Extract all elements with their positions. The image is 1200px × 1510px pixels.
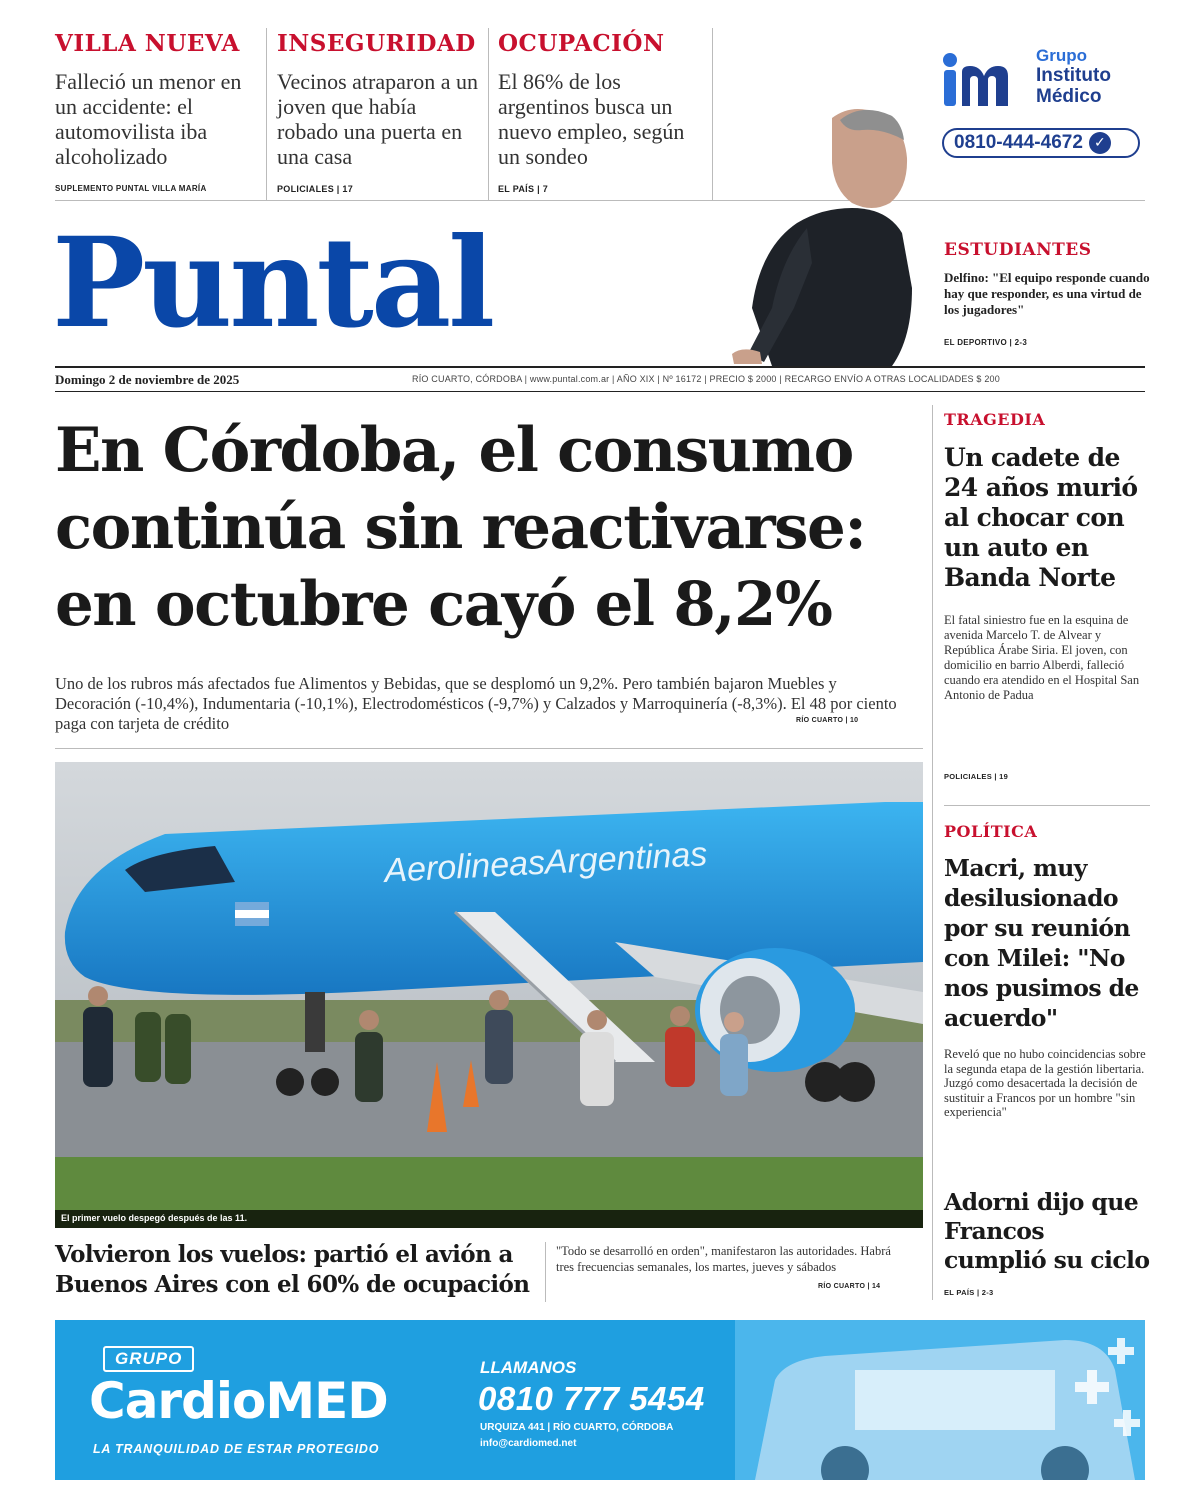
teaser-kicker: INSEGURIDAD bbox=[277, 30, 476, 57]
ad-call-label: LLAMANOS bbox=[480, 1358, 577, 1377]
teaser-ref: SUPLEMENTO PUNTAL VILLA MARÍA bbox=[55, 184, 207, 193]
teaser-kicker: VILLA NUEVA bbox=[55, 30, 240, 57]
adorni-headline: Adorni dijo que Francos cumplió su ciclo bbox=[944, 1188, 1150, 1274]
politics-kicker: POLÍTICA bbox=[944, 822, 1038, 841]
main-story-rule bbox=[55, 748, 923, 749]
masthead-rule-bottom bbox=[55, 391, 1145, 392]
politics-body: Reveló que no hubo coincidencias sobre la segunda etapa de la gestión libertaria. Juzgó como desacertada la decisión de sustituir a Francos por un hombre "sin experiencia" bbox=[944, 1047, 1146, 1119]
ad-phone-number[interactable]: 0810 777 5454 bbox=[478, 1380, 705, 1417]
top-strip-rule bbox=[55, 200, 1145, 201]
tragedy-kicker: TRAGEDIA bbox=[944, 410, 1046, 429]
tragedy-ref: POLICIALES | 19 bbox=[944, 772, 1009, 781]
top-teaser-2[interactable] bbox=[277, 30, 482, 200]
ambulance-illustration bbox=[735, 1320, 1145, 1480]
main-deck: Uno de los rubros más afectados fue Alimentos y Bebidas, que se desplomó un 9,2%. Pero también bajaron Muebles y Decoración (-10,4%), Indumentaria (-10,1%), Electrodomésticos (-9,7%) y Calzados y Marroquinería (-8,3%). El 48 por ciento paga con tarjeta de crédito bbox=[55, 674, 897, 733]
fuselage-livery: AerolineasArgentinas bbox=[383, 835, 709, 890]
teaser-kicker: OCUPACIÓN bbox=[498, 30, 665, 57]
teaser-text: Vecinos atraparon a un joven que había robado una puerta en una casa bbox=[277, 69, 478, 169]
masthead-rule-top bbox=[55, 366, 1145, 368]
top-teaser-1[interactable] bbox=[55, 30, 255, 200]
right-column-divider bbox=[932, 405, 933, 1300]
flights-summary: "Todo se desarrolló en orden", manifestaron las autoridades. Habrá tres frecuencias semanales, los martes, jueves y sábados bbox=[556, 1244, 891, 1274]
top-teaser-3[interactable] bbox=[498, 30, 703, 200]
instituto-medico-ad[interactable] bbox=[940, 40, 1150, 165]
cardiomed-ad[interactable] bbox=[55, 1320, 1145, 1480]
tragedy-body: El fatal siniestro fue en la esquina de avenida Marcelo T. de Alvear y República Árabe Siria. El joven, con domicilio en barrio Alberdi, falleció cuando era atendido en el Hospital San Antonio de Padua bbox=[944, 613, 1140, 702]
teaser-text: El 86% de los argentinos busca un nuevo empleo, según un sondeo bbox=[498, 69, 685, 169]
teaser-text: Delfino: "El equipo responde cuando hay que responder, es una virtud de los jugadores" bbox=[944, 270, 1150, 317]
ad-group-tag: GRUPO bbox=[103, 1346, 194, 1372]
ad-tagline: LA TRANQUILIDAD DE ESTAR PROTEGIDO bbox=[93, 1442, 380, 1456]
issue-meta: RÍO CUARTO, CÓRDOBA | www.puntal.com.ar | AÑO XIX | Nº 16172 | PRECIO $ 2000 | RECARGO ENVÍO A OTRAS LOCALIDADES $ 200 bbox=[412, 374, 1000, 384]
photo-caption: El primer vuelo despegó después de las 11. bbox=[55, 1210, 923, 1228]
main-ref: RÍO CUARTO | 10 bbox=[796, 717, 859, 724]
divider bbox=[545, 1242, 546, 1302]
teaser-kicker: ESTUDIANTES bbox=[944, 240, 1092, 260]
teaser-text: Falleció un menor en un accidente: el automovilista iba alcoholizado bbox=[55, 69, 242, 169]
masthead-logo[interactable]: Puntal bbox=[52, 211, 493, 356]
flights-headline[interactable]: Volvieron los vuelos: partió el avión a Buenos Aires con el 60% de ocupación bbox=[55, 1241, 530, 1298]
adorni-story[interactable] bbox=[944, 1188, 1150, 1300]
ad-group-label: Grupo bbox=[1036, 46, 1087, 65]
tragedy-headline: Un cadete de 24 años murió al chocar con un auto en Banda Norte bbox=[944, 443, 1138, 592]
ad-address: URQUIZA 441 | RÍO CUARTO, CÓRDOBA bbox=[480, 1422, 674, 1433]
ad-email[interactable]: info@cardiomed.net bbox=[480, 1438, 577, 1449]
divider bbox=[266, 28, 267, 200]
main-headline[interactable]: En Córdoba, el consumo continúa sin reactivarse: en octubre cayó el 8,2% bbox=[55, 415, 866, 640]
tragedy-story[interactable] bbox=[944, 410, 1150, 795]
adorni-ref: EL PAÍS | 2-3 bbox=[944, 1288, 994, 1297]
flights-ref: RÍO CUARTO | 14 bbox=[818, 1283, 881, 1290]
ad-name-line1: Instituto bbox=[1036, 65, 1111, 86]
main-photo bbox=[55, 762, 923, 1228]
sports-teaser[interactable] bbox=[944, 240, 1150, 352]
divider bbox=[944, 805, 1150, 806]
teaser-ref: EL PAÍS | 7 bbox=[498, 184, 549, 194]
coach-photo bbox=[712, 58, 942, 366]
ad-brand: CardioMED bbox=[89, 1372, 388, 1430]
ad-phone: 0810-444-4672 bbox=[954, 132, 1083, 153]
ad-phone-pill[interactable] bbox=[942, 128, 1140, 158]
divider bbox=[488, 28, 489, 200]
politics-story[interactable] bbox=[944, 822, 1150, 1172]
heart-check-icon: ✓ bbox=[1089, 132, 1111, 154]
issue-date: Domingo 2 de noviembre de 2025 bbox=[55, 372, 240, 387]
im-logo-icon bbox=[940, 50, 1030, 110]
ad-name-line2: Médico bbox=[1036, 86, 1102, 107]
airplane-illustration bbox=[55, 762, 923, 1228]
teaser-ref: POLICIALES | 17 bbox=[277, 184, 354, 194]
teaser-ref: EL DEPORTIVO | 2-3 bbox=[944, 338, 1028, 347]
politics-headline: Macri, muy desilusionado por su reunión con Milei: "No nos pusimos de acuerdo" bbox=[944, 854, 1139, 1032]
